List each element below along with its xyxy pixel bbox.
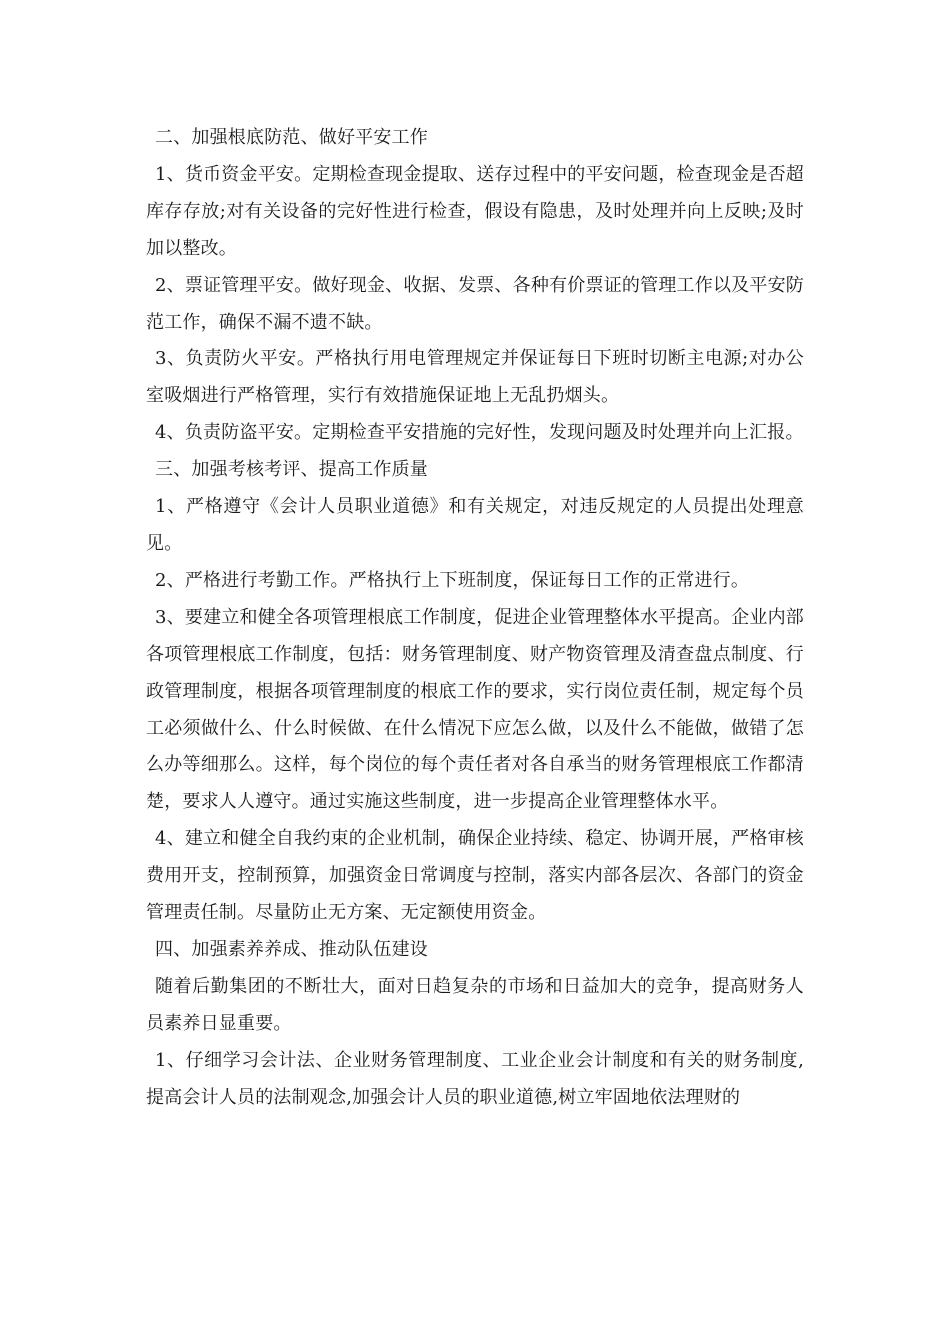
paragraph-theft-security: 4、负责防盗平安。定期检查平安措施的完好性，发现问题及时处理并向上汇报。	[155, 422, 804, 444]
section-heading-3: 三、加强考核考评、提高工作质量	[155, 459, 428, 481]
document-body	[146, 120, 804, 1116]
section-heading-4: 四、加强素养养成、推动队伍建设	[155, 938, 428, 960]
paragraph-voucher-security: 2、票证管理平安。做好现金、收据、发票、各种有价票证的管理工作以及平安防范工作，确保不漏不遗不缺。	[146, 274, 804, 333]
paragraph-attendance: 2、严格进行考勤工作。严格执行上下班制度，保证每日工作的正常进行。	[155, 569, 750, 591]
section-heading-2: 二、加强根底防范、做好平安工作	[155, 127, 428, 148]
paragraph-study-law: 1、仔细学习会计法、企业财务管理制度、工业企业会计制度和有关的财务制度,提高会计人员的法制观念,加强会计人员的职业道德,树立牢固地依法理财的	[146, 1049, 804, 1108]
paragraph-self-discipline: 4、建立和健全自我约束的企业机制，确保企业持续、稳定、协调开展，严格审核费用开支，控制预算，加强资金日常调度与控制，落实内部各层次、各部门的资金管理责任制。尽量防止无方案、无定额使用资金。	[146, 828, 804, 924]
paragraph-fire-security: 3、负责防火平安。严格执行用电管理规定并保证每日下班时切断主电源;对办公室吸烟进行严格管理，实行有效措施保证地上无乱扔烟头。	[146, 348, 804, 407]
paragraph-intro-quality: 随着后勤集团的不断壮大，面对日趋复杂的市场和日益加大的竞争，提高财务人员素养日显重要。	[146, 975, 804, 1034]
paragraph-ethics: 1、严格遵守《会计人员职业道德》和有关规定，对违反规定的人员提出处理意见。	[146, 496, 804, 554]
paragraph-cash-security: 1、货币资金平安。定期检查现金提取、送存过程中的平安问题，检查现金是否超库存存放;对有关设备的完好性进行检查，假设有隐患，及时处理并向上反映;及时加以整改。	[146, 163, 804, 259]
paragraph-management-systems: 3、要建立和健全各项管理根底工作制度，促进企业管理整体水平提高。企业内部各项管理根底工作制度，包括：财务管理制度、财产物资管理及清查盘点制度、行政管理制度，根据各项管理制度的根底工作的要求，实行岗位责任制，规定每个员工必须做什么、什么时候做、在什么情况下应怎么做，以及什么不能做，做错了怎么办等细那么。这样，每个岗位的每个责任者对各自承当的财务管理根底工作都清楚，要求人人遵守。通过实施这些制度，进一步提高企业管理整体水平。	[146, 606, 804, 813]
